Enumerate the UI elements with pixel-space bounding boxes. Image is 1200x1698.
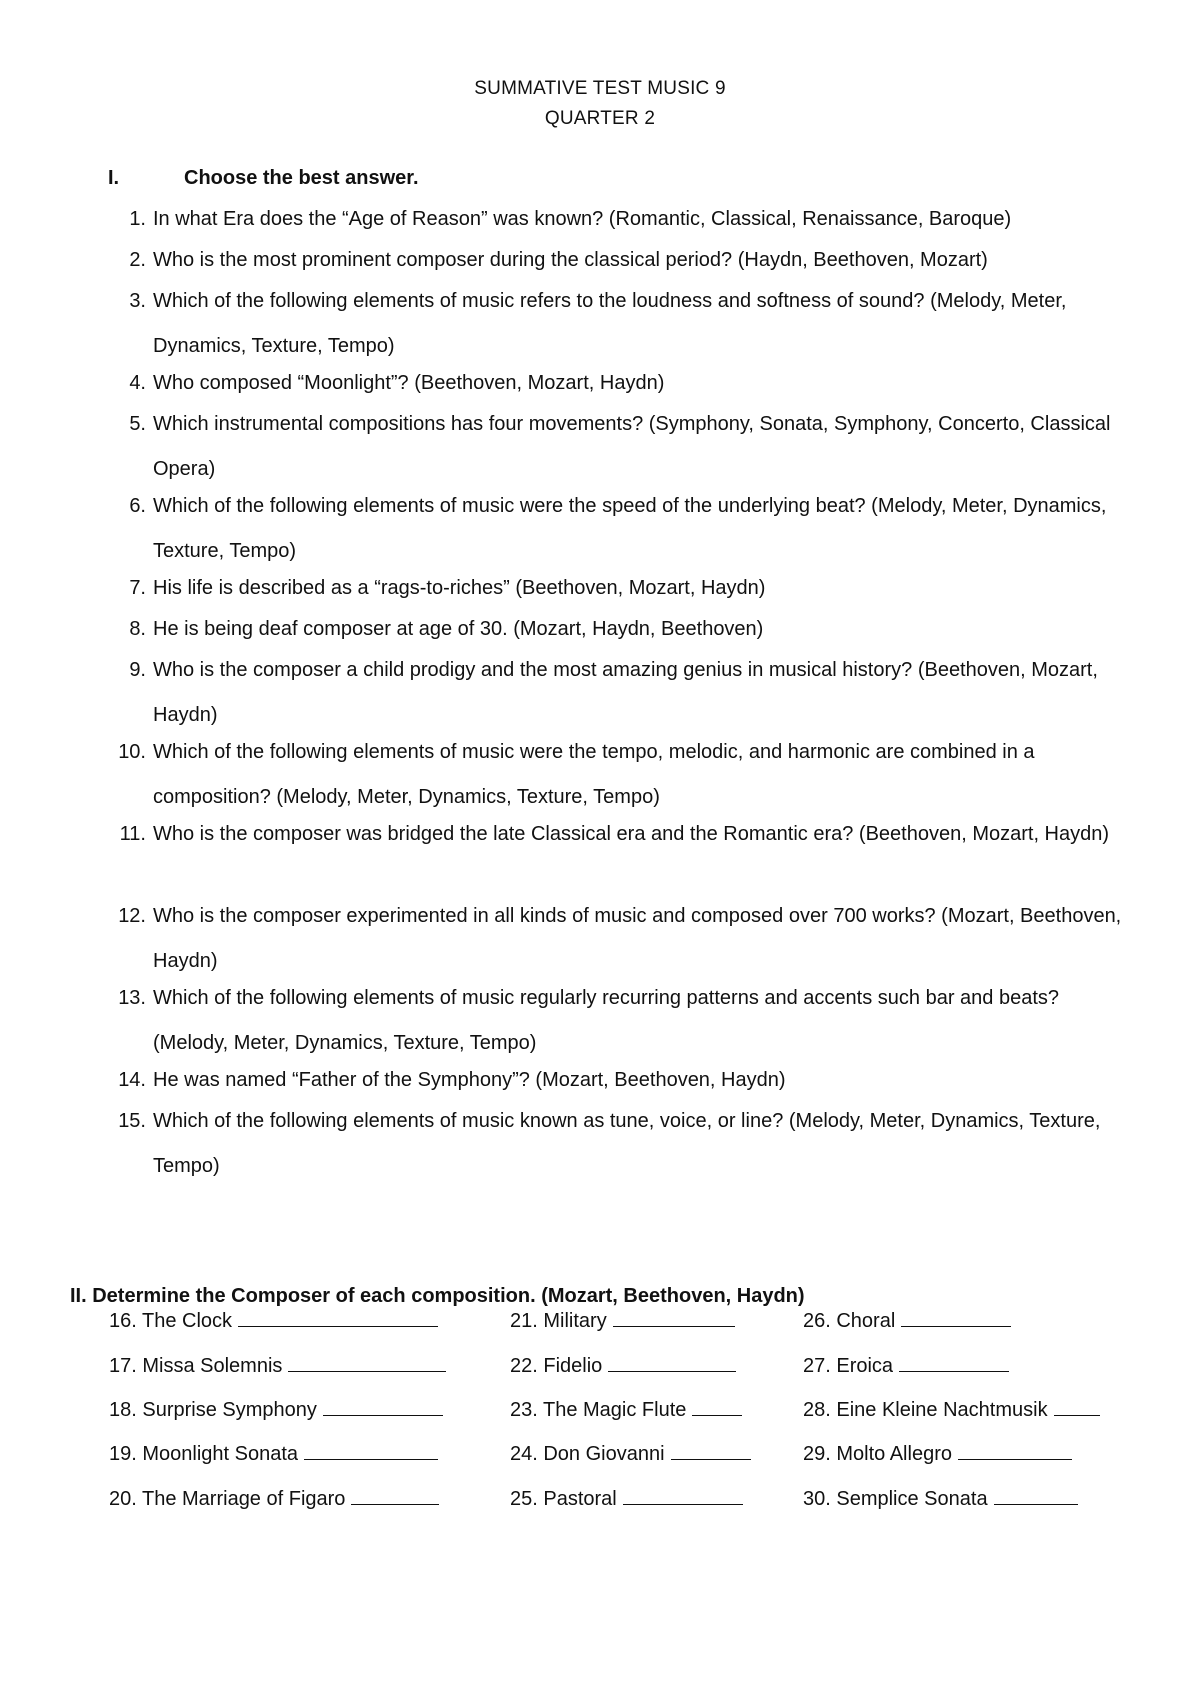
question-text: In what Era does the “Age of Reason” was known? (Romantic, Classical, Renaissance, Baroque) bbox=[153, 208, 1012, 230]
question-number: 8. bbox=[129, 618, 146, 640]
question-number: 3. bbox=[129, 290, 146, 312]
matching-item bbox=[109, 1310, 438, 1333]
answer-blank[interactable] bbox=[994, 1503, 1078, 1505]
question-text: His life is described as a “rags-to-riches” (Beethoven, Mozart, Haydn) bbox=[153, 577, 766, 599]
question-text: Who is the composer a child prodigy and the most amazing genius in musical history? (Beethoven, Mozart, Haydn) bbox=[153, 659, 1098, 726]
question-text: Which of the following elements of music known as tune, voice, or line? (Melody, Meter, Dynamics, Texture, Tempo) bbox=[153, 1110, 1101, 1177]
document-subtitle: QUARTER 2 bbox=[544, 108, 656, 129]
question-number: 1. bbox=[129, 208, 146, 230]
answer-blank[interactable] bbox=[304, 1458, 438, 1460]
matching-item-label: 21. Military bbox=[510, 1310, 607, 1332]
matching-item-label: 29. Molto Allegro bbox=[803, 1443, 952, 1465]
question-item bbox=[108, 1099, 1138, 1188]
question-item bbox=[108, 566, 1138, 611]
question-number: 10. bbox=[118, 741, 146, 763]
question-number: 13. bbox=[118, 987, 146, 1009]
question-text: Which of the following elements of music were the speed of the underlying beat? (Melody, Meter, Dynamics, Texture, Tempo) bbox=[153, 495, 1107, 562]
matching-item bbox=[109, 1399, 443, 1422]
answer-blank[interactable] bbox=[613, 1325, 735, 1327]
answer-blank[interactable] bbox=[238, 1325, 438, 1327]
question-item bbox=[108, 648, 1138, 737]
answer-blank[interactable] bbox=[608, 1370, 736, 1372]
question-number: 15. bbox=[118, 1110, 146, 1132]
answer-blank[interactable] bbox=[692, 1414, 742, 1416]
document-title: SUMMATIVE TEST MUSIC 9 bbox=[474, 78, 726, 99]
matching-item-label: 24. Don Giovanni bbox=[510, 1443, 665, 1465]
matching-item-label: 19. Moonlight Sonata bbox=[109, 1443, 299, 1465]
question-number: 5. bbox=[129, 413, 146, 435]
section-1-instruction: Choose the best answer. bbox=[184, 167, 419, 189]
matching-item bbox=[510, 1399, 742, 1422]
matching-item bbox=[803, 1355, 1009, 1378]
question-item bbox=[108, 812, 1138, 857]
question-text: Which of the following elements of music regularly recurring patterns and accents such bar and beats? (Melody, Meter, Dynamics, Texture, Tempo) bbox=[153, 987, 1060, 1054]
matching-item bbox=[510, 1355, 736, 1378]
question-number: 9. bbox=[129, 659, 146, 681]
matching-item bbox=[510, 1488, 743, 1511]
section-1-heading bbox=[108, 167, 419, 190]
question-number: 2. bbox=[129, 249, 146, 271]
matching-item bbox=[803, 1443, 1072, 1466]
question-item bbox=[108, 361, 1138, 406]
question-text: Who is the most prominent composer during the classical period? (Haydn, Beethoven, Mozart) bbox=[153, 249, 988, 271]
question-item bbox=[108, 238, 1138, 283]
matching-item-label: 28. Eine Kleine Nachtmusik bbox=[803, 1399, 1048, 1421]
question-number: 11. bbox=[119, 823, 146, 845]
answer-blank[interactable] bbox=[351, 1503, 439, 1505]
question-item bbox=[108, 730, 1138, 819]
section-2-heading: II. Determine the Composer of each composition. (Mozart, Beethoven, Haydn) bbox=[70, 1285, 805, 1307]
section-1-number: I. bbox=[108, 167, 120, 189]
answer-blank[interactable] bbox=[899, 1370, 1009, 1372]
answer-blank[interactable] bbox=[623, 1503, 743, 1505]
matching-item bbox=[803, 1488, 1078, 1511]
matching-item bbox=[109, 1443, 438, 1466]
question-text: Which instrumental compositions has four movements? (Symphony, Sonata, Symphony, Concerto, Classical Opera) bbox=[153, 413, 1111, 480]
question-number: 7. bbox=[129, 577, 146, 599]
question-item bbox=[108, 197, 1138, 242]
answer-blank[interactable] bbox=[901, 1325, 1011, 1327]
matching-item-label: 26. Choral bbox=[803, 1310, 896, 1332]
question-text: Which of the following elements of music refers to the loudness and softness of sound? (Melody, Meter, Dynamics, Texture, Tempo) bbox=[153, 290, 1067, 357]
answer-blank[interactable] bbox=[323, 1414, 443, 1416]
question-item bbox=[108, 484, 1138, 573]
matching-item bbox=[510, 1443, 751, 1466]
matching-item-label: 27. Eroica bbox=[803, 1355, 894, 1377]
matching-item-label: 18. Surprise Symphony bbox=[109, 1399, 317, 1421]
question-number: 4. bbox=[129, 372, 146, 394]
matching-item-label: 17. Missa Solemnis bbox=[109, 1355, 283, 1377]
question-text: Who is the composer experimented in all kinds of music and composed over 700 works? (Mozart, Beethoven, Haydn) bbox=[153, 905, 1122, 972]
matching-item-label: 30. Semplice Sonata bbox=[803, 1488, 988, 1510]
matching-item bbox=[803, 1310, 1011, 1333]
question-text: Which of the following elements of music were the tempo, melodic, and harmonic are combined in a composition? (Melody, Meter, Dynamics, Texture, Tempo) bbox=[153, 741, 1035, 808]
question-item bbox=[108, 607, 1138, 652]
question-item bbox=[108, 1058, 1138, 1103]
matching-item-label: 23. The Magic Flute bbox=[510, 1399, 687, 1421]
matching-item bbox=[510, 1310, 735, 1333]
question-item bbox=[108, 402, 1138, 491]
matching-item-label: 16. The Clock bbox=[109, 1310, 233, 1332]
question-text: He is being deaf composer at age of 30. (Mozart, Haydn, Beethoven) bbox=[153, 618, 764, 640]
matching-item bbox=[109, 1488, 439, 1511]
question-item bbox=[108, 976, 1138, 1065]
question-number: 6. bbox=[129, 495, 146, 517]
question-number: 12. bbox=[118, 905, 146, 927]
question-item bbox=[108, 279, 1138, 368]
matching-item bbox=[803, 1399, 1100, 1422]
question-text: Who is the composer was bridged the late Classical era and the Romantic era? (Beethoven, Mozart, Haydn) bbox=[153, 823, 1110, 845]
answer-blank[interactable] bbox=[671, 1458, 751, 1460]
question-item bbox=[108, 894, 1138, 983]
matching-item bbox=[109, 1355, 446, 1378]
matching-item-label: 22. Fidelio bbox=[510, 1355, 603, 1377]
answer-blank[interactable] bbox=[958, 1458, 1072, 1460]
question-number: 14. bbox=[118, 1069, 146, 1091]
matching-item-label: 20. The Marriage of Figaro bbox=[109, 1488, 346, 1510]
question-text: He was named “Father of the Symphony”? (Mozart, Beethoven, Haydn) bbox=[153, 1069, 786, 1091]
matching-item-label: 25. Pastoral bbox=[510, 1488, 617, 1510]
question-text: Who composed “Moonlight”? (Beethoven, Mozart, Haydn) bbox=[153, 372, 665, 394]
answer-blank[interactable] bbox=[1054, 1414, 1100, 1416]
answer-blank[interactable] bbox=[288, 1370, 446, 1372]
